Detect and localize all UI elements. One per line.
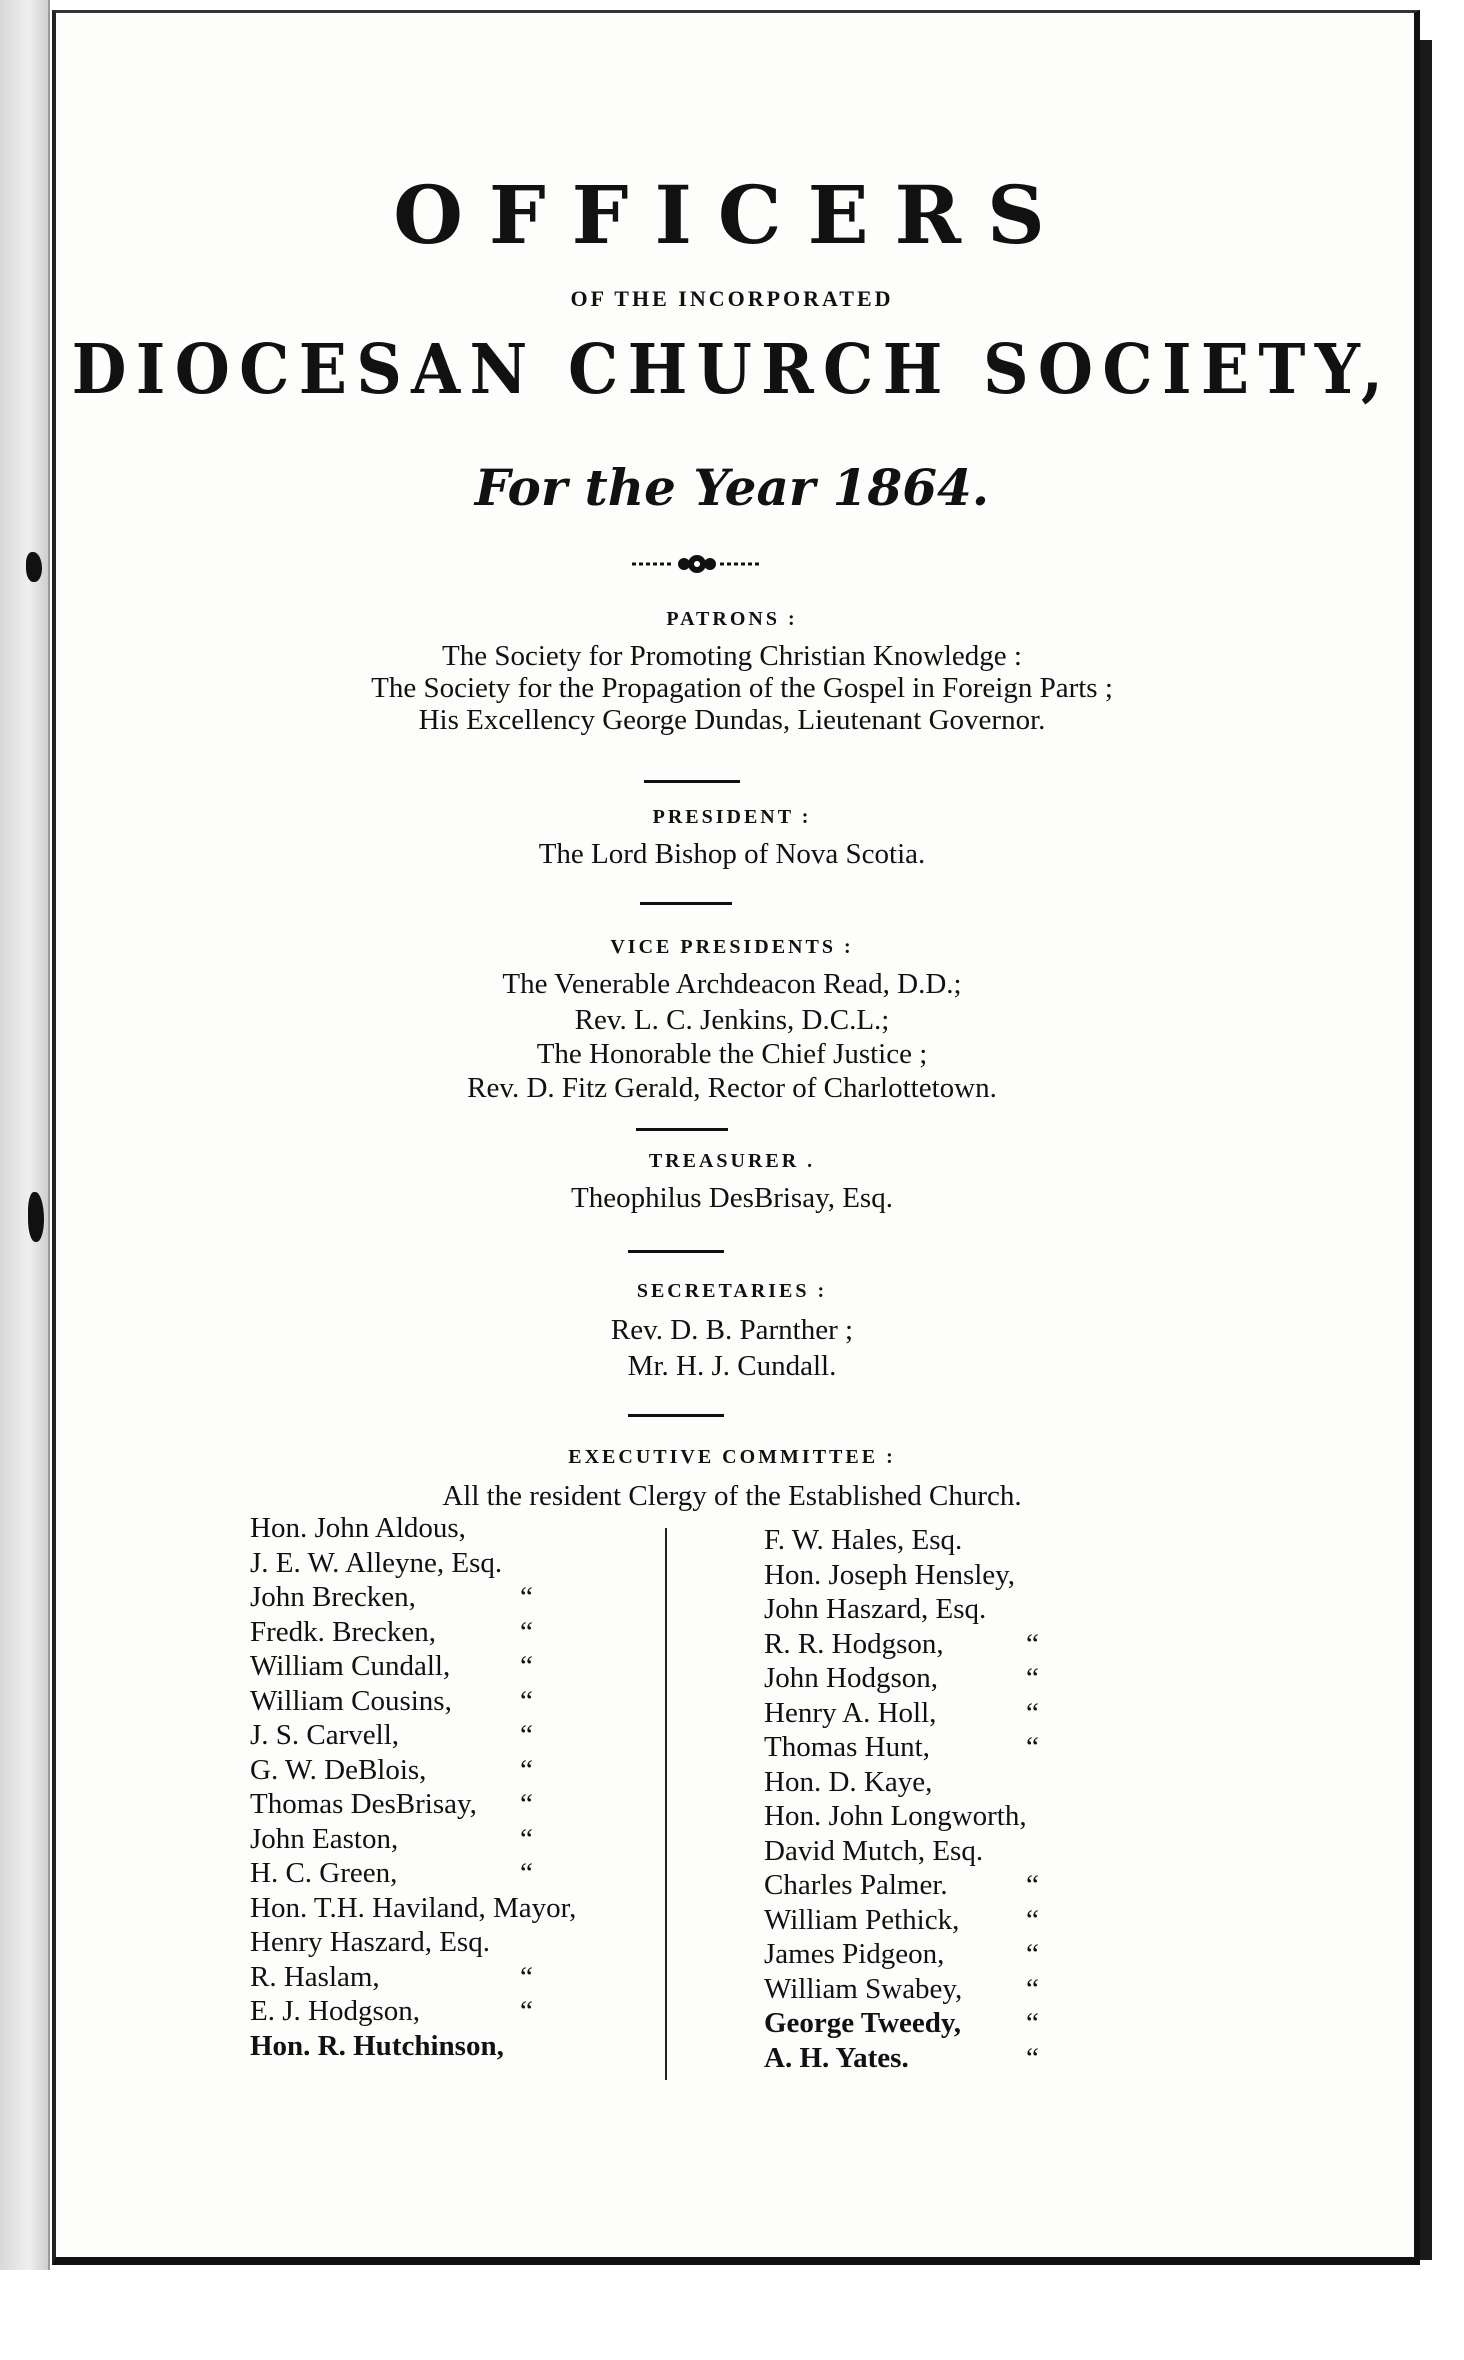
- president-heading: PRESIDENT :: [652, 806, 812, 828]
- committee-left-column: [250, 1512, 670, 2072]
- ditto-mark: “: [1026, 1627, 1039, 1660]
- ditto-mark: “: [1026, 1972, 1039, 2005]
- committee-member: Henry Haszard, Esq.: [250, 1926, 490, 1958]
- committee-member: Hon. D. Kaye,: [764, 1765, 933, 1798]
- ditto-mark: “: [520, 1615, 533, 1648]
- committee-member: John Haszard, Esq.: [764, 1593, 987, 1625]
- executive-committee-heading: EXECUTIVE COMMITTEE :: [568, 1446, 896, 1468]
- committee-member: William Swabey,: [764, 1972, 963, 2005]
- committee-member: William Pethick,: [764, 1903, 960, 1936]
- committee-member: David Mutch, Esq.: [764, 1834, 984, 1867]
- committee-member: John Brecken,: [250, 1581, 416, 1613]
- committee-member: Hon. Joseph Hensley,: [764, 1558, 1016, 1591]
- ditto-mark: “: [520, 1857, 533, 1889]
- patron-line: His Excellency George Dundas, Lieutenant Governor.: [418, 704, 1046, 736]
- ditto-mark: “: [520, 1581, 533, 1613]
- ditto-mark: “: [520, 1822, 533, 1855]
- ditto-mark: “: [520, 1753, 533, 1786]
- vice-president-line: Rev. L. C. Jenkins, D.C.L.;: [574, 1004, 890, 1036]
- committee-member: E. J. Hodgson,: [250, 1995, 420, 2027]
- binding-mark: [26, 552, 42, 582]
- ditto-mark: “: [1026, 2007, 1039, 2039]
- committee-member: George Tweedy,: [764, 2007, 962, 2039]
- ditto-mark: “: [1026, 1696, 1039, 1729]
- ditto-mark: “: [1026, 2041, 1039, 2074]
- treasurer-name: Theophilus DesBrisay, Esq.: [571, 1182, 893, 1214]
- secretary-line: Rev. D. B. Parnther ;: [610, 1314, 854, 1346]
- section-rule: [628, 1250, 724, 1253]
- president-name: The Lord Bishop of Nova Scotia.: [538, 838, 926, 870]
- vice-president-line: The Honorable the Chief Justice ;: [536, 1038, 928, 1070]
- committee-member: Charles Palmer.: [764, 1869, 948, 1901]
- vice-presidents-heading: VICE PRESIDENTS :: [610, 936, 854, 958]
- committee-member: J. E. W. Alleyne, Esq.: [250, 1546, 503, 1579]
- section-rule: [636, 1128, 728, 1131]
- ditto-mark: “: [1026, 1938, 1039, 1970]
- ditto-mark: “: [1026, 1869, 1039, 1901]
- page-title: OFFICERS: [393, 168, 1071, 262]
- committee-member: R. Haslam,: [250, 1960, 380, 1993]
- committee-member: H. C. Green,: [250, 1857, 398, 1889]
- committee-right-column: [764, 1524, 1204, 2084]
- section-rule: [628, 1414, 724, 1417]
- committee-member: Thomas DesBrisay,: [250, 1788, 477, 1820]
- committee-member: F. W. Hales, Esq.: [764, 1524, 963, 1556]
- ditto-mark: “: [520, 1995, 533, 2027]
- ditto-mark: “: [520, 1960, 533, 1993]
- committee-member: William Cundall,: [250, 1650, 451, 1682]
- committee-member: A. H. Yates.: [764, 2041, 909, 2074]
- patron-line: The Society for the Propagation of the Gospel in Foreign Parts ;: [371, 672, 1113, 704]
- ditto-mark: “: [520, 1650, 533, 1682]
- section-rule: [644, 780, 740, 783]
- executive-committee-intro: All the resident Clergy of the Established Church.: [442, 1480, 1022, 1512]
- secretary-line: Mr. H. J. Cundall.: [627, 1350, 837, 1382]
- committee-member: Hon. John Longworth,: [764, 1800, 1027, 1832]
- section-rule: [640, 902, 732, 905]
- committee-member: Hon. John Aldous,: [250, 1512, 466, 1544]
- ditto-mark: “: [520, 1684, 533, 1717]
- committee-member: Henry A. Holl,: [764, 1696, 937, 1729]
- vice-president-line: The Venerable Archdeacon Read, D.D.;: [502, 968, 962, 1000]
- year-line: For the Year 1864.: [474, 458, 990, 517]
- committee-member: Thomas Hunt,: [764, 1731, 930, 1763]
- committee-member: J. S. Carvell,: [250, 1719, 400, 1751]
- secretaries-heading: SECRETARIES :: [636, 1280, 828, 1302]
- committee-member: G. W. DeBlois,: [250, 1753, 427, 1786]
- committee-member: Hon. T.H. Haviland, Mayor,: [250, 1891, 577, 1924]
- committee-member: Fredk. Brecken,: [250, 1615, 437, 1648]
- society-name: DIOCESAN CHURCH SOCIETY,: [71, 330, 1393, 410]
- book-spine: [0, 0, 50, 2270]
- patron-line: The Society for Promoting Christian Knowledge :: [442, 640, 1022, 672]
- ditto-mark: “: [1026, 1662, 1039, 1694]
- committee-member: William Cousins,: [250, 1684, 452, 1717]
- ditto-mark: “: [1026, 1903, 1039, 1936]
- vice-president-line: Rev. D. Fitz Gerald, Rector of Charlottetown.: [467, 1072, 997, 1104]
- committee-member: John Easton,: [250, 1822, 399, 1855]
- committee-member: R. R. Hodgson,: [764, 1627, 944, 1660]
- committee-member: Hon. R. Hutchinson,: [250, 2029, 504, 2062]
- ditto-mark: “: [520, 1788, 533, 1820]
- page-subtitle: OF THE INCORPORATED: [570, 286, 894, 311]
- ditto-mark: “: [520, 1719, 533, 1751]
- committee-member: James Pidgeon,: [764, 1938, 945, 1970]
- treasurer-heading: TREASURER .: [648, 1150, 816, 1172]
- committee-member: John Hodgson,: [764, 1662, 939, 1694]
- ditto-mark: “: [1026, 1731, 1039, 1763]
- ornament-divider: [632, 552, 762, 576]
- patrons-heading: PATRONS :: [666, 608, 798, 630]
